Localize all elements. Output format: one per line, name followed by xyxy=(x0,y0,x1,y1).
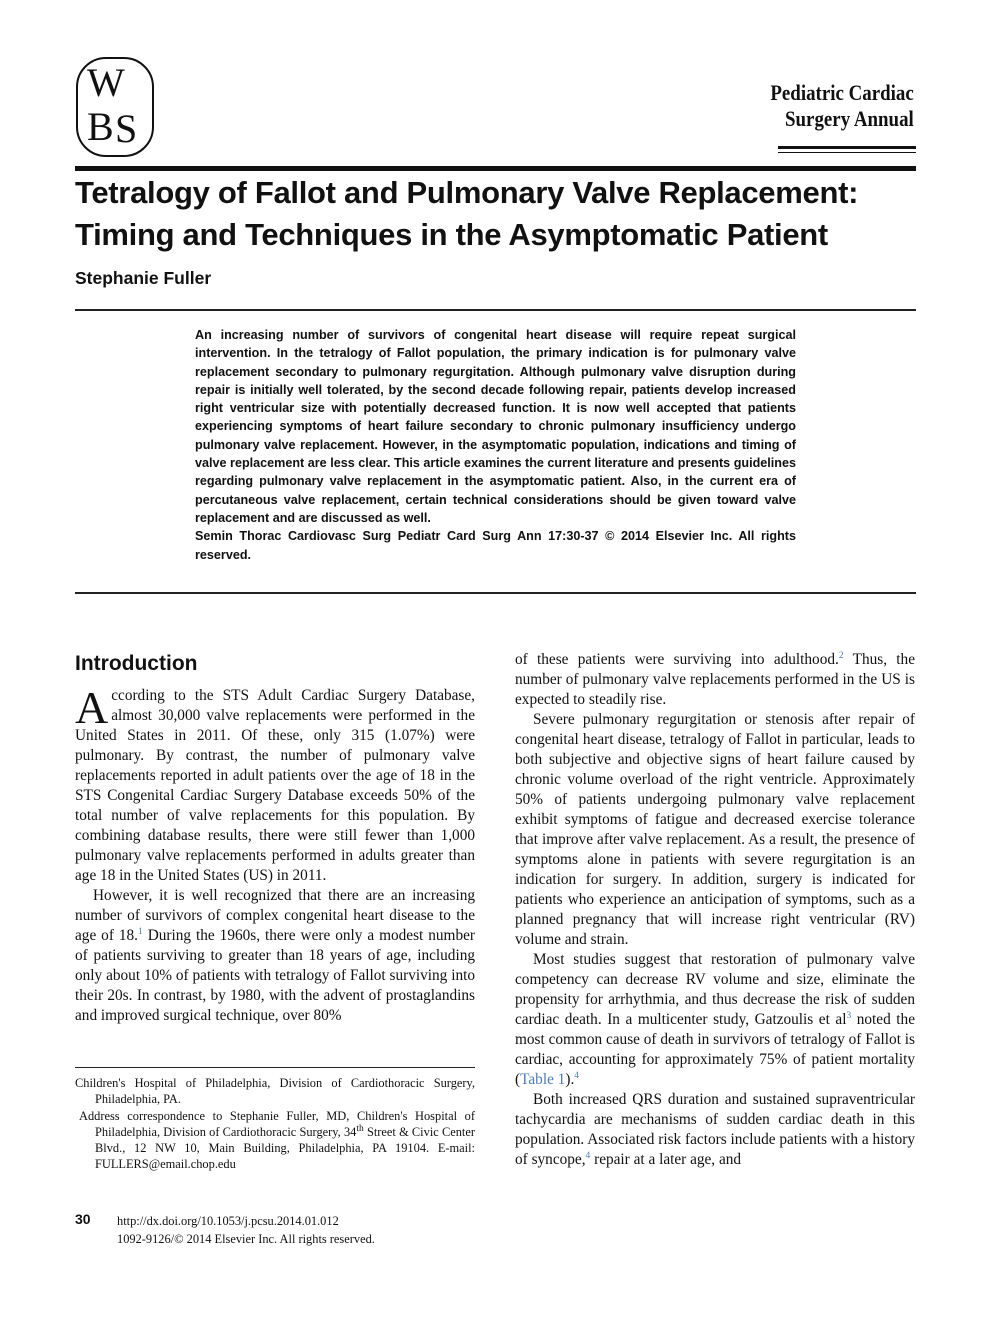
reference-link-4b[interactable]: 4 xyxy=(585,1150,591,1161)
journal-rule-thin xyxy=(778,152,916,153)
intro-paragraph-2-text-a: However, it is well recognized that there are an increasing number of survivors of complex congenital heart disease to the age of 18. xyxy=(75,887,475,944)
logo-letter-s: S xyxy=(115,106,138,151)
intro-paragraph-2 xyxy=(75,886,475,1026)
journal-logo xyxy=(76,57,154,157)
abstract-top-divider xyxy=(75,309,916,311)
right-paragraph-4 xyxy=(515,1090,915,1170)
doi-link[interactable]: http://dx.doi.org/10.1053/j.pcsu.2014.01.012 xyxy=(117,1214,339,1228)
abstract-text: An increasing number of survivors of congenital heart disease will require repeat surgical intervention. In the tetralogy of Fallot population, the primary indication is for pulmonary valve replacement secondary to pulmonary regurgitation. Although pulmonary valve disruption during repair is initially well tolerated, by the second decade following repair, patients develop increased right ventricular size with potentially decreased function. It is now well accepted that patients experiencing symptoms of heart failure secondary to chronic pulmonary insufficiency undergo pulmonary valve replacement. However, in the asymptomatic population, indications and timing of valve replacement are less clear. This article examines the current literature and presents guidelines regarding pulmonary valve replacement in the asymptomatic patient. Also, in the current era of percutaneous valve replacement, certain technical considerations should be given toward valve replacement and are discussed as well. xyxy=(195,328,796,525)
abstract-citation: Semin Thorac Cardiovasc Surg Pediatr Card Surg Ann 17:30-37 © 2014 Elsevier Inc. All rights reserved. xyxy=(195,529,796,562)
journal-name-line1: Pediatric Cardiac xyxy=(770,80,914,105)
logo-letter-b: B xyxy=(87,104,114,149)
table-1-link[interactable]: Table 1 xyxy=(520,1071,566,1088)
left-column xyxy=(75,650,475,1026)
intro-paragraph-1 xyxy=(75,682,475,886)
footnotes xyxy=(75,1075,475,1173)
journal-rule xyxy=(778,146,916,149)
affiliation: Children's Hospital of Philadelphia, Division of Cardiothoracic Surgery, Philadelphia, PA. xyxy=(75,1076,475,1107)
footnote-divider xyxy=(75,1067,475,1068)
footer-doi xyxy=(117,1212,375,1248)
right-paragraph-4-text-b: repair at a later age, and xyxy=(590,1151,742,1168)
article-title: Tetralogy of Fallot and Pulmonary Valve Replacement: Timing and Techniques in the Asymptomatic Patient xyxy=(75,175,859,252)
section-heading-introduction: Introduction xyxy=(75,652,198,675)
reference-link-2[interactable]: 2 xyxy=(838,650,844,661)
right-paragraph-4-text-a: Both increased QRS duration and sustained supraventricular tachycardia are mechanisms of sudden cardiac death in this population. Associated risk factors include patients with a history of syncope, xyxy=(515,1091,915,1168)
correspondence-text-a: Address correspondence to Stephanie Fuller, MD, Children's Hospital of Philadelphia, Division of Cardiothoracic Surgery, 34 xyxy=(79,1108,475,1139)
journal-name-line2: Surgery Annual xyxy=(785,106,914,131)
author-name: Stephanie Fuller xyxy=(75,268,212,288)
intro-paragraph-2-text-b: During the 1960s, there were only a modest number of patients surviving to greater than 18 years of age, including only about 10% of patients with tetralogy of Fallot surviving into their 20s. In contrast, by 1980, with the advent of prostaglandins and improved surgical technique, over 80% xyxy=(75,927,475,1024)
right-paragraph-3-text-a: Most studies suggest that restoration of pulmonary valve competency can decrease RV volume and size, eliminate the propensity for arrhythmia, and thus decrease the risk of sudden cardiac death. In a multicenter study, Gatzoulis et al xyxy=(515,951,915,1028)
right-paragraph-1-text-a: of these patients were surviving into adulthood. xyxy=(515,651,839,668)
header-divider xyxy=(75,166,916,171)
right-column xyxy=(515,650,915,1170)
right-paragraph-3-text-b: noted the most common cause of death in survivors of tetralogy of Fallot is cardiac, accounting for approximately 75% of patient mortality ( xyxy=(515,1011,915,1088)
page-number: 30 xyxy=(75,1211,91,1227)
right-paragraph-3-text-c: ). xyxy=(565,1071,575,1088)
drop-cap: A xyxy=(75,682,109,733)
logo-letter-w: W xyxy=(87,60,123,105)
copyright-line: 1092-9126/© 2014 Elsevier Inc. All rights reserved. xyxy=(117,1232,375,1246)
reference-link-1[interactable]: 1 xyxy=(138,926,143,937)
ordinal-suffix: th xyxy=(356,1123,364,1134)
abstract xyxy=(195,326,796,564)
right-paragraph-1-text-b: Thus, the number of pulmonary valve replacements performed in the US is expected to steadily rise. xyxy=(515,651,915,708)
correspondence-text-b: Street & Civic Center Blvd., 12 NW 10, Main Building, Philadelphia, PA 19104. E-mail: FULLERS@email.chop.edu xyxy=(95,1124,475,1172)
right-paragraph-3 xyxy=(515,950,915,1090)
correspondence-address xyxy=(79,1108,475,1173)
reference-link-3[interactable]: 3 xyxy=(846,1010,852,1021)
right-paragraph-2: Severe pulmonary regurgitation or stenosis after repair of congenital heart disease, tetralogy of Fallot in particular, leads to both subjective and objective signs of heart failure caused by chronic volume overload of the right ventricle. Approximately 50% of patients undergoing pulmonary valve replacement exhibit symptoms of fatigue and decreased exercise tolerance that improve after valve replacement. As a result, the presence of symptoms alone in patients with severe regurgitation is an indication for surgery. In addition, surgery is indicated for patients who experience an anticipation of symptoms, such as a planned pregnancy that will increase right ventricular (RV) volume and strain. xyxy=(515,711,915,948)
journal-name xyxy=(771,80,914,132)
right-paragraph-1 xyxy=(515,650,915,710)
abstract-bottom-divider xyxy=(75,592,916,594)
intro-paragraph-1-text: ccording to the STS Adult Cardiac Surgery Database, almost 30,000 valve replacements were performed in the United States in 2011. Of these, only 315 (1.07%) were pulmonary. By contrast, the number of pulmonary valve replacements reported in adult patients over the age of 18 in the STS Congenital Cardiac Surgery Database exceeds 50% of the total number of valve replacements for this population. By combining database results, there were still fewer than 1,000 pulmonary valve replacements performed in adults greater than age 18 in the United States (US) in 2011. xyxy=(75,687,475,884)
reference-link-4[interactable]: 4 xyxy=(574,1070,580,1081)
